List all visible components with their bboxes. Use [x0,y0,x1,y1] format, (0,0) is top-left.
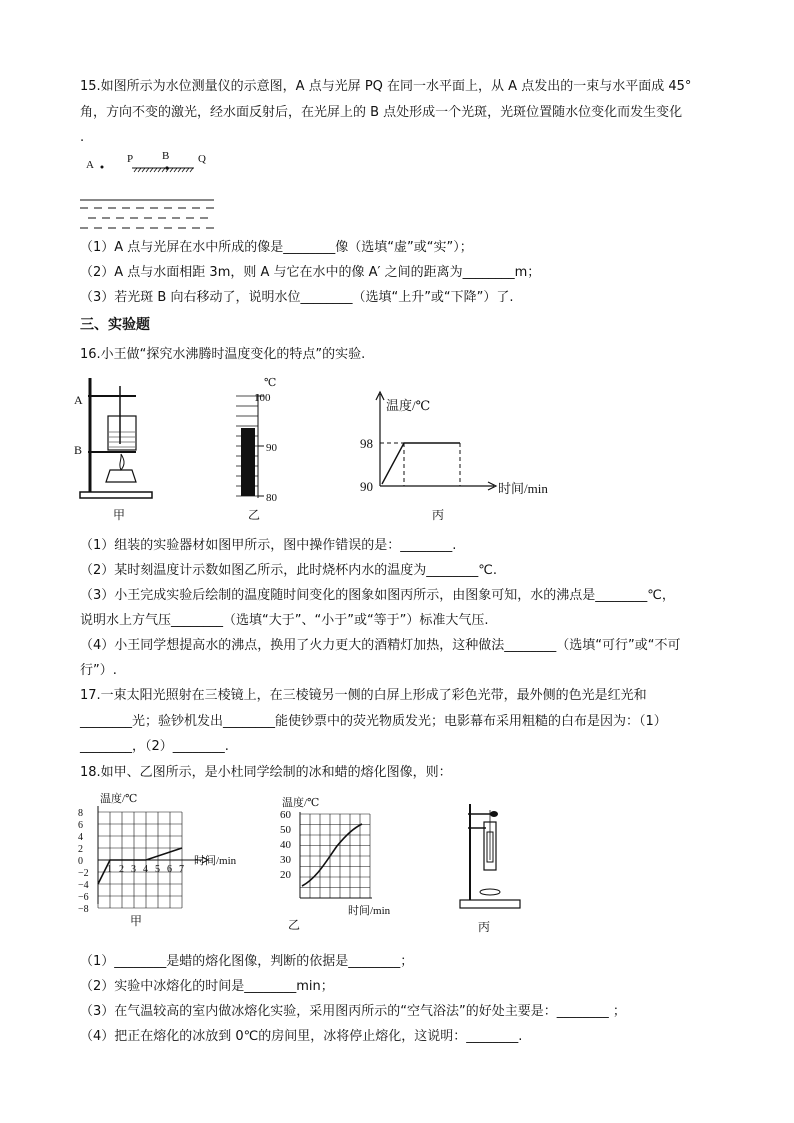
q15-line-1: 15.如图所示为水位测量仪的示意图，A 点与光屏 PQ 在同一水平面上，从 A 点发出的一束与水平面成 45° [80,79,692,94]
q18-sub-4: （4）把正在熔化的冰放到 0℃的房间里，冰将停止熔化，这说明：________. [80,1029,523,1044]
q16-label-b: B [74,443,83,457]
q18b-xlabel: 时间/min [348,905,391,917]
q15-label-p: P [127,153,134,165]
q18a-xtick: 2 [119,864,124,875]
q18-line-1: 18.如甲、乙图所示，是小杜同学绘制的冰和蜡的熔化图像，则： [80,765,452,780]
q18a-ytick: −4 [78,880,89,891]
q18-caption-bing: 丙 [478,920,491,934]
q16-thermo-100: 100 [254,392,271,404]
q15-line-3: . [80,130,85,145]
q16-sub-1: （1）组装的实验器材如图甲所示，图中操作错误的是：________. [80,538,457,553]
q16-sub-4: （4）小王同学想提高水的沸点，换用了火力更大的酒精灯加热，这种做法________（选填“可行”或“不可 [80,638,681,653]
q15-sub-2: （2）A 点与水面相距 3m，则 A 与它在水中的像 A′ 之间的距离为________m； [80,265,541,280]
q18a-ytick: 2 [78,844,83,855]
q15-label-a: A [86,159,94,171]
q18-sub-1: （1）________是蜡的熔化图像，判断的依据是________； [80,954,414,969]
q18-caption-jia: 甲 [130,914,143,928]
q15-sub-3: （3）若光斑 B 向右移动了，说明水位________（选填“上升”或“下降”）了. [80,290,514,305]
q15-label-q: Q [198,153,206,165]
q18a-ytick: 6 [78,820,83,831]
q15-point-b [165,166,168,169]
q18b-ytick: 20 [280,869,291,881]
q18-figure-air-bath [456,800,536,915]
q17-line-2: ________光；验钞机发出________能使钞票中的荧光物质发光；电影幕布采用粗糙的白布是因为：（1） [80,714,667,729]
q16-graph-curve [382,443,460,484]
q18a-xtick: 6 [167,864,172,875]
q15-screen-hatch [134,168,193,172]
q16-label-a: A [74,393,83,407]
q16-graph-y98: 98 [360,436,373,451]
q18a-ytick: −8 [78,904,89,915]
q15-line-2: 角，方向不变的激光，经水面反射后，在光屏上的 B 点处形成一个光斑，光斑位置随水位变化而发生变化 [80,105,683,120]
section-heading-experiments: 三、实验题 [80,317,150,333]
q16-graph-xlabel: 时间/min [498,481,548,496]
q16-line-1: 16.小王做“探究水沸腾时温度变化的特点”的实验. [80,347,366,362]
q18-sub-2: （2）实验中冰熔化的时间是________min； [80,979,334,994]
q18a-xtick: 5 [155,864,160,875]
q16-figure-apparatus [74,374,164,504]
q18b-ytick: 40 [280,839,291,851]
q18b-ytick: 60 [280,809,291,821]
q15-point-a [101,166,104,169]
q15-label-b: B [162,150,170,162]
q18a-xtick: 4 [143,864,148,875]
q16-thermo-mercury [241,428,255,496]
q18b-ylabel: 温度/℃ [282,797,320,809]
q16-caption-jia: 甲 [113,508,126,522]
q18a-ytick: 4 [78,832,83,843]
q18-sub-3: （3）在气温较高的室内做冰熔化实验，采用图丙所示的“空气浴法”的好处主要是：________ ； [80,1004,626,1019]
q15-figure [78,150,228,230]
q18a-ylabel: 温度/℃ [100,793,138,805]
q16-thermo-90: 90 [266,442,277,454]
q16-caption-bing: 丙 [432,508,445,522]
q16-graph-y90: 90 [360,479,373,494]
q16-caption-yi: 乙 [248,508,261,522]
q18b-ytick: 30 [280,854,291,866]
q18a-xtick: 7 [179,864,184,875]
q18a-ytick: 8 [78,808,83,819]
q18a-xtick: 3 [131,864,136,875]
q18a-xlabel: 时间/min [194,855,237,867]
q18a-xtick: 1 [107,864,112,875]
q16-thermo-80: 80 [266,492,277,504]
q17-line-1: 17.一束太阳光照射在三棱镜上，在三棱镜另一侧的白屏上形成了彩色光带，最外侧的色光是红光和 [80,688,647,703]
q18-figure-wax-graph [262,790,422,920]
q18b-ytick: 50 [280,824,291,836]
q18-caption-yi: 乙 [288,918,301,932]
q18a-ytick: −6 [78,892,89,903]
q16-thermo-unit: ℃ [264,377,277,389]
q16-sub-4b: 行”）. [80,663,117,678]
q16-figure-graph [360,380,580,500]
q16-sub-3b: 说明水上方气压________（选填“大于”、“小于”或“等于”）标准大气压. [80,613,489,628]
q18a-ytick: −2 [78,868,89,879]
q16-figure-thermometer [224,374,294,504]
q15-sub-1: （1）A 点与光屏在水中所成的像是________像（选填“虚”或“实”）； [80,240,473,255]
q18-figure-ice-graph [74,790,254,915]
q16-sub-2: （2）某时刻温度计示数如图乙所示，此时烧杯内水的温度为________℃. [80,563,498,578]
q18a-ytick: 0 [78,856,83,867]
q16-sub-3: （3）小王完成实验后绘制的温度随时间变化的图象如图丙所示，由图象可知，水的沸点是________℃， [80,588,675,603]
q16-graph-ylabel: 温度/℃ [386,398,431,413]
q17-line-3: ________，（2）________. [80,739,229,754]
